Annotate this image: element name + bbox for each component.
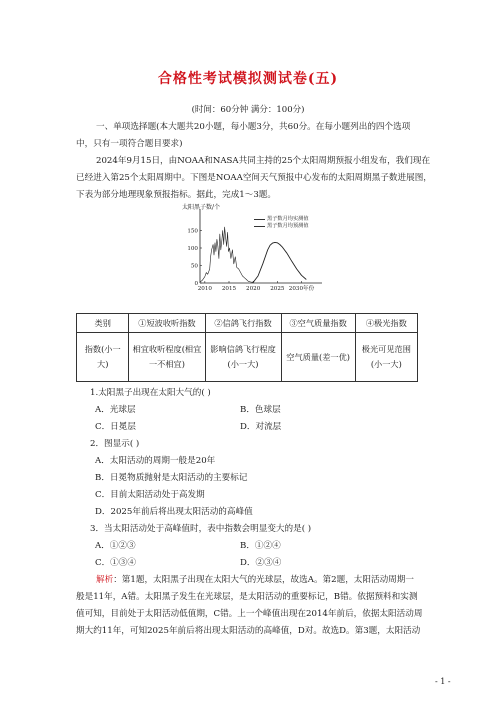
table-header-row	[77, 314, 418, 333]
question-2-stem: 2．图显示( )	[90, 439, 140, 449]
q3-option-d: D．②③④	[240, 558, 282, 568]
table-cell: 指数(小一大)	[77, 333, 129, 382]
intro-line-1: 2024年9月15日，由NOAA和NASA共同主持的25个太阳周期预报小组发布，我们现在	[96, 156, 431, 166]
table-cell: 极光可见范围(小一大)	[355, 333, 417, 382]
table-header-cell: ④极光指数	[355, 314, 417, 333]
y-tick-label: 50	[190, 263, 198, 270]
y-tick-label: 100	[187, 246, 198, 252]
x-tick-label: 2015	[221, 286, 237, 292]
chart-legend	[254, 216, 309, 230]
table-row	[77, 333, 418, 382]
table-cell: 相宜收听程度(相宜一不相宜)	[129, 333, 205, 382]
x-tick-label: 2030年份	[288, 286, 315, 292]
table-cell: 空气质量(差一优)	[281, 333, 355, 382]
analysis-label: 解析	[96, 575, 114, 585]
table-header-cell: ②信鸽飞行指数	[205, 314, 281, 333]
analysis-line-2: 般是11年，A错。太阳黑子发生在光球层，是太阳活动的重要标记，B错。依据预料和实测	[76, 592, 418, 602]
series-line-observed	[200, 227, 253, 282]
question-1-stem: 1.太阳黑子出现在太阳大气的( )	[90, 388, 211, 398]
table-header-cell: ③空气质量指数	[281, 314, 355, 333]
table-header-cell: ①短波收听指数	[129, 314, 205, 333]
table-cell: 影响信鸽飞行程度(小一大)	[205, 333, 281, 382]
q3-option-b: B．①②④	[240, 541, 281, 551]
chart-y-title: 太阳黑子数/个	[182, 204, 221, 211]
q1-option-b: B．色球层	[240, 405, 281, 415]
document-title: 合格性考试模拟测试卷(五)	[157, 71, 339, 87]
q1-option-c: C．日冕层	[95, 422, 136, 432]
q2-option-a: A．太阳活动的周期一般是20年	[95, 456, 216, 466]
q2-option-d: D．2025年前后将出现太阳活动的高峰值	[95, 507, 253, 517]
q3-option-a: A．①②③	[95, 541, 136, 551]
table-header-cell: 类别	[77, 314, 129, 333]
q3-option-c: C．①③④	[95, 558, 136, 568]
q1-option-d: D．对流层	[240, 422, 282, 432]
q2-option-b: B．日冕物质抛射是太阳活动的主要标记	[95, 473, 248, 483]
section-heading: 一、单项选择题(本大题共20小题，每小题3分，共60分。在每小题列出的四个选项	[96, 122, 411, 132]
legend-item-predicted	[254, 223, 309, 230]
q2-option-c: C．目前太阳活动处于高发期	[95, 490, 205, 500]
legend-item-observed	[254, 216, 309, 223]
page-number: - 1 -	[435, 677, 451, 686]
legend-label-predicted: 黑子数月均预测值	[267, 223, 309, 229]
x-tick-label: 2010	[197, 286, 212, 292]
intro-line-2: 已经进入第25个太阳周期中。下图是NOAA空间天气预报中心发布的太阳周期黑子数进展图，	[76, 173, 432, 183]
indices-table	[76, 313, 418, 382]
legend-label-observed: 黑子数月均实测值	[267, 216, 309, 222]
y-tick-label: 0	[194, 281, 198, 287]
x-tick-label: 2025	[270, 286, 285, 292]
analysis-line-1	[96, 572, 414, 589]
question-3-stem: 3．当太阳活动处于高峰值时，表中指数会明显变大的是( )	[90, 524, 312, 534]
analysis-text-1: ：第1题，太阳黑子出现在太阳大气的光球层，故选A。第2题，太阳活动周期一	[113, 575, 414, 585]
q1-option-a: A．光球层	[95, 405, 136, 415]
legend-swatch-observed	[254, 219, 265, 220]
analysis-line-3: 值可知，目前处于太阳活动低值期，C错。上一个峰值出现在2014年前后，依据太阳活动周	[76, 609, 423, 619]
analysis-line-4: 期大约11年，可知2025年前后将出现太阳活动的高峰值，D对。故选D。第3题，太阳活动	[76, 626, 421, 636]
intro-line-3: 下表为部分地理现象预报指标。据此，完成1～3题。	[76, 190, 276, 200]
y-tick-label: 150	[187, 228, 198, 235]
legend-swatch-predicted	[254, 226, 265, 227]
series-line-predicted	[253, 242, 306, 282]
exam-meta: (时间：60分钟 满分：100分)	[191, 105, 305, 115]
x-tick-label: 2020	[246, 286, 261, 292]
section-heading-cont: 中，只有一项符合题目要求)	[76, 139, 183, 149]
